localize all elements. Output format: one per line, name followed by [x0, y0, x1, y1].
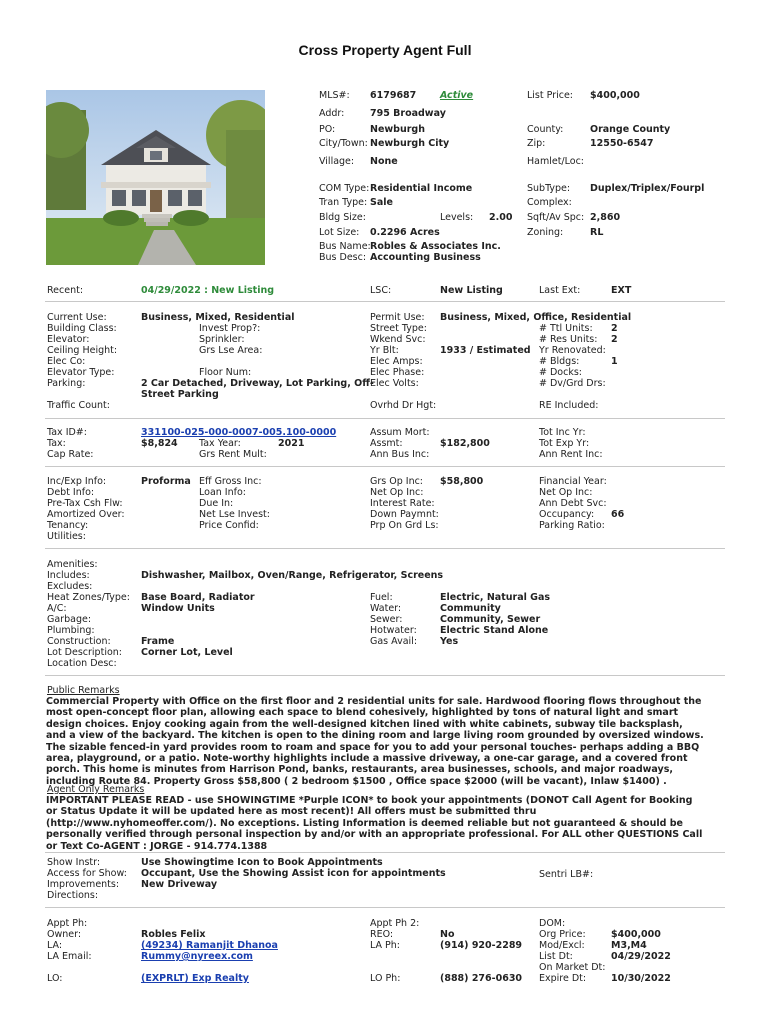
plumbing-label: Plumbing:	[47, 625, 95, 636]
public-remarks-heading: Public Remarks	[47, 685, 120, 696]
yr-renovated-label: Yr Renovated:	[539, 345, 606, 356]
village-label: Village:	[319, 156, 355, 167]
recent-label: Recent:	[47, 285, 84, 296]
agent-remarks-text: IMPORTANT PLEASE READ - use SHOWINGTIME *Purple ICON* to book your appointments (DONOT Call Agent for Booking or Status Update it will be updated here as most recent)! All offers must be submitted thru (http://www.nyhomeoffer.com/). No exceptions. Listing Information is deemed reliable but not guaranteed & should be personally verified through personal inspection by and/or with an appropriate professional. For ALL other QUESTIONS Call or Text Co-AGENT : JORGE - 914.774.1388	[46, 795, 703, 852]
agent-remarks-heading: Agent Only Remarks	[47, 784, 145, 795]
on-market-label: On Market Dt:	[539, 962, 606, 973]
grs-rent-mult-label: Grs Rent Mult:	[199, 449, 267, 460]
due-in-label: Due In:	[199, 498, 234, 509]
levels: 2.00	[489, 212, 513, 223]
net-op2-label: Net Op Inc:	[539, 487, 593, 498]
la-link[interactable]: (49234) Ramanjit Dhanoa	[141, 940, 278, 951]
hotwater: Electric Stand Alone	[440, 625, 549, 636]
occupancy: 66	[611, 509, 625, 520]
parking-line-2: Street Parking	[141, 389, 219, 400]
water: Community	[440, 603, 501, 614]
tax: $8,824	[141, 438, 178, 449]
la-label: LA:	[47, 940, 63, 951]
po: Newburgh	[370, 124, 425, 135]
la-ph: (914) 920-2289	[440, 940, 523, 951]
pretax-label: Pre-Tax Csh Flw:	[47, 498, 123, 509]
ann-rent-label: Ann Rent Inc:	[539, 449, 603, 460]
lsc-label: LSC:	[370, 285, 392, 296]
access: Occupant, Use the Showing Assist icon for appointments	[141, 868, 446, 879]
village: None	[370, 156, 398, 167]
bus-name: Robles & Associates Inc.	[370, 241, 501, 252]
lot-size-label: Lot Size:	[319, 227, 360, 238]
ann-debt-label: Ann Debt Svc:	[539, 498, 607, 509]
lot-size: 0.2296 Acres	[370, 227, 440, 238]
list-dt-label: List Dt:	[539, 951, 573, 962]
sewer-label: Sewer:	[370, 614, 403, 625]
expire-label: Expire Dt:	[539, 973, 587, 984]
lot-desc: Corner Lot, Level	[141, 647, 233, 658]
invest-prop-label: Invest Prop?:	[199, 323, 261, 334]
last-ext: EXT	[611, 285, 632, 296]
construction: Frame	[141, 636, 175, 647]
docks-label: # Docks:	[539, 367, 582, 378]
list-dt: 04/29/2022	[611, 951, 671, 962]
subtype-label: SubType:	[527, 183, 571, 194]
lo-ph: (888) 276-0630	[440, 973, 523, 984]
po-label: PO:	[319, 124, 336, 135]
appt-ph-label: Appt Ph:	[47, 918, 88, 929]
hamlet-label: Hamlet/Loc:	[527, 156, 584, 167]
status-badge: Active	[440, 90, 474, 101]
water-label: Water:	[370, 603, 402, 614]
levels-label: Levels:	[440, 212, 474, 223]
mod-excl: M3,M4	[611, 940, 647, 951]
mls-number: 6179687	[370, 90, 417, 101]
la-email-link[interactable]: Rummy@nyreex.com	[141, 951, 253, 962]
amenities-label: Amenities:	[47, 559, 98, 570]
mls-label: MLS#:	[319, 90, 350, 101]
improvements-label: Improvements:	[47, 879, 120, 890]
location-desc-label: Location Desc:	[47, 658, 117, 669]
ovrhd-label: Ovrhd Dr Hgt:	[370, 400, 437, 411]
parking-label: Parking:	[47, 378, 86, 389]
construction-label: Construction:	[47, 636, 111, 647]
elec-co-label: Elec Co:	[47, 356, 86, 367]
tenancy-label: Tenancy:	[47, 520, 89, 531]
street-type-label: Street Type:	[370, 323, 427, 334]
addr: 795 Broadway	[370, 108, 446, 119]
show-instr-label: Show Instr:	[47, 857, 101, 868]
divider	[45, 418, 725, 419]
access-label: Access for Show:	[47, 868, 127, 879]
divider	[45, 466, 725, 467]
heat-label: Heat Zones/Type:	[47, 592, 130, 603]
elec-volts-label: Elec Volts:	[370, 378, 419, 389]
bus-desc: Accounting Business	[370, 252, 481, 263]
divider	[45, 548, 725, 549]
ac-label: A/C:	[47, 603, 67, 614]
improvements: New Driveway	[141, 879, 218, 890]
floor-num-label: Floor Num:	[199, 367, 252, 378]
elec-amps-label: Elec Amps:	[370, 356, 423, 367]
dv-grd-label: # Dv/Grd Drs:	[539, 378, 606, 389]
property-photo	[46, 90, 265, 265]
tax-id-label: Tax ID#:	[47, 427, 87, 438]
ttl-units-label: # Ttl Units:	[539, 323, 593, 334]
city-label: City/Town:	[319, 138, 368, 149]
utilities-label: Utilities:	[47, 531, 86, 542]
bldgs: 1	[611, 356, 618, 367]
grs-op-label: Grs Op Inc:	[370, 476, 424, 487]
traffic-label: Traffic Count:	[47, 400, 110, 411]
la-email-label: LA Email:	[47, 951, 92, 962]
bldgs-label: # Bldgs:	[539, 356, 580, 367]
permit-use-label: Permit Use:	[370, 312, 425, 323]
page-title: Cross Property Agent Full	[298, 42, 472, 58]
tax-year: 2021	[278, 438, 305, 449]
re-included-label: RE Included:	[539, 400, 599, 411]
net-lse-label: Net Lse Invest:	[199, 509, 270, 520]
bus-desc-label: Bus Desc:	[319, 252, 367, 263]
elevator-label: Elevator:	[47, 334, 90, 345]
current-use-label: Current Use:	[47, 312, 107, 323]
amortized-label: Amortized Over:	[47, 509, 125, 520]
com-type: Residential Income	[370, 183, 473, 194]
assmt: $182,800	[440, 438, 490, 449]
dom-label: DOM:	[539, 918, 566, 929]
subtype: Duplex/Triplex/Fourpl	[590, 183, 705, 194]
ttl-units: 2	[611, 323, 618, 334]
list-price: $400,000	[590, 90, 640, 101]
debt-info-label: Debt Info:	[47, 487, 95, 498]
zoning: RL	[590, 227, 604, 238]
list-price-label: List Price:	[527, 90, 574, 101]
interest-rate-label: Interest Rate:	[370, 498, 435, 509]
price-confid-label: Price Confid:	[199, 520, 259, 531]
mod-excl-label: Mod/Excl:	[539, 940, 585, 951]
hotwater-label: Hotwater:	[370, 625, 417, 636]
yr-blt-label: Yr Blt:	[370, 345, 399, 356]
county-label: County:	[527, 124, 564, 135]
res-units: 2	[611, 334, 618, 345]
fuel-label: Fuel:	[370, 592, 393, 603]
org-price: $400,000	[611, 929, 661, 940]
sentri-label: Sentri LB#:	[539, 869, 594, 880]
elec-phase-label: Elec Phase:	[370, 367, 425, 378]
lo-label: LO:	[47, 973, 63, 984]
reo: No	[440, 929, 455, 940]
assum-mort-label: Assum Mort:	[370, 427, 430, 438]
divider	[45, 907, 725, 908]
bus-name-label: Bus Name:	[319, 241, 371, 252]
tran-type-label: Tran Type:	[319, 197, 368, 208]
sqft-label: Sqft/Av Spc:	[527, 212, 585, 223]
zip-label: Zip:	[527, 138, 546, 149]
current-use: Business, Mixed, Residential	[141, 312, 295, 323]
res-units-label: # Res Units:	[539, 334, 598, 345]
zoning-label: Zoning:	[527, 227, 564, 238]
divider	[45, 675, 725, 676]
cap-rate-label: Cap Rate:	[47, 449, 94, 460]
tran-type: Sale	[370, 197, 393, 208]
loan-info-label: Loan Info:	[199, 487, 246, 498]
sqft: 2,860	[590, 212, 621, 223]
show-instr: Use Showingtime Icon to Book Appointments	[141, 857, 383, 868]
gas-avail: Yes	[440, 636, 459, 647]
addr-label: Addr:	[319, 108, 345, 119]
ceiling-label: Ceiling Height:	[47, 345, 118, 356]
wkend-svc-label: Wkend Svc:	[370, 334, 426, 345]
grs-lse-label: Grs Lse Area:	[199, 345, 263, 356]
fin-year-label: Financial Year:	[539, 476, 607, 487]
elevator-type-label: Elevator Type:	[47, 367, 115, 378]
tot-exp-yr-label: Tot Exp Yr:	[539, 438, 590, 449]
includes-label: Includes:	[47, 570, 90, 581]
ac: Window Units	[141, 603, 215, 614]
ann-bus-label: Ann Bus Inc:	[370, 449, 430, 460]
parking-line-1: 2 Car Detached, Driveway, Lot Parking, Off-	[141, 378, 374, 389]
org-price-label: Org Price:	[539, 929, 586, 940]
city: Newburgh City	[370, 138, 450, 149]
inc-exp: Proforma	[141, 476, 191, 487]
occupancy-label: Occupancy:	[539, 509, 595, 520]
appt-ph2-label: Appt Ph 2:	[370, 918, 420, 929]
garbage-label: Garbage:	[47, 614, 92, 625]
lsc: New Listing	[440, 285, 503, 296]
includes: Dishwasher, Mailbox, Oven/Range, Refrigerator, Screens	[141, 570, 444, 581]
owner-label: Owner:	[47, 929, 82, 940]
com-type-label: COM Type:	[319, 183, 370, 194]
directions-label: Directions:	[47, 890, 99, 901]
la-ph-label: LA Ph:	[370, 940, 400, 951]
eff-gross-label: Eff Gross Inc:	[199, 476, 262, 487]
gas-avail-label: Gas Avail:	[370, 636, 418, 647]
parking-ratio-label: Parking Ratio:	[539, 520, 605, 531]
county: Orange County	[590, 124, 671, 135]
recent-value: 04/29/2022 : New Listing	[141, 285, 275, 296]
complex-label: Complex:	[527, 197, 572, 208]
reo-label: REO:	[370, 929, 394, 940]
fuel: Electric, Natural Gas	[440, 592, 551, 603]
prp-on-grd-label: Prp On Grd Ls:	[370, 520, 439, 531]
owner: Robles Felix	[141, 929, 206, 940]
divider	[45, 301, 725, 302]
bldg-size-label: Bldg Size:	[319, 212, 366, 223]
last-ext-label: Last Ext:	[539, 285, 581, 296]
zip: 12550-6547	[590, 138, 654, 149]
permit-use: Business, Mixed, Office, Residential	[440, 312, 632, 323]
net-op-label: Net Op Inc:	[370, 487, 424, 498]
yr-blt: 1933 / Estimated	[440, 345, 531, 356]
expire: 10/30/2022	[611, 973, 671, 984]
sewer: Community, Sewer	[440, 614, 541, 625]
inc-exp-label: Inc/Exp Info:	[47, 476, 107, 487]
tax-year-label: Tax Year:	[199, 438, 241, 449]
down-pay-label: Down Paymnt:	[370, 509, 439, 520]
lot-desc-label: Lot Description:	[47, 647, 122, 658]
heat: Base Board, Radiator	[141, 592, 255, 603]
tot-inc-yr-label: Tot Inc Yr:	[539, 427, 586, 438]
lo-link[interactable]: (EXPRLT) Exp Realty	[141, 973, 249, 984]
tax-label: Tax:	[47, 438, 66, 449]
assmt-label: Assmt:	[370, 438, 403, 449]
building-class-label: Building Class:	[47, 323, 117, 334]
sprinkler-label: Sprinkler:	[199, 334, 245, 345]
divider	[45, 852, 725, 853]
grs-op: $58,800	[440, 476, 484, 487]
tax-id-link[interactable]: 331100-025-000-0007-005.100-0000	[141, 427, 337, 438]
lo-ph-label: LO Ph:	[370, 973, 401, 984]
excludes-label: Excludes:	[47, 581, 93, 592]
public-remarks-text: Commercial Property with Office on the first floor and 2 residential units for sale. Hardwood flooring flows throughout the most open-concept floor plan, allowing each space to blend cohesively, highlighted by tons of natural light and smart design choices. Enjoy cooking again from the well-designed kitchen lined with white cabinets, subway tile backsplash, and a view of the backyard. The kitchen is open to the dining room and large living room grounded by oversized windows. The sizable fenced-in yard provides room to roam and space for you to add your personal touches- perhaps adding a BBQ area, playground, or a patio. Note-worthy highlights include a massive driveway, a one-car garage, and a covered front porch. This home is minutes from Harrison Pond, banks, restaurants, area businesses, schools, and major roadways, including Route 84. Property Gross $58,800 ( 2 bedroom $1500 , Office space $2000 (will be vacant), Inlaw $1400) .	[46, 696, 704, 787]
